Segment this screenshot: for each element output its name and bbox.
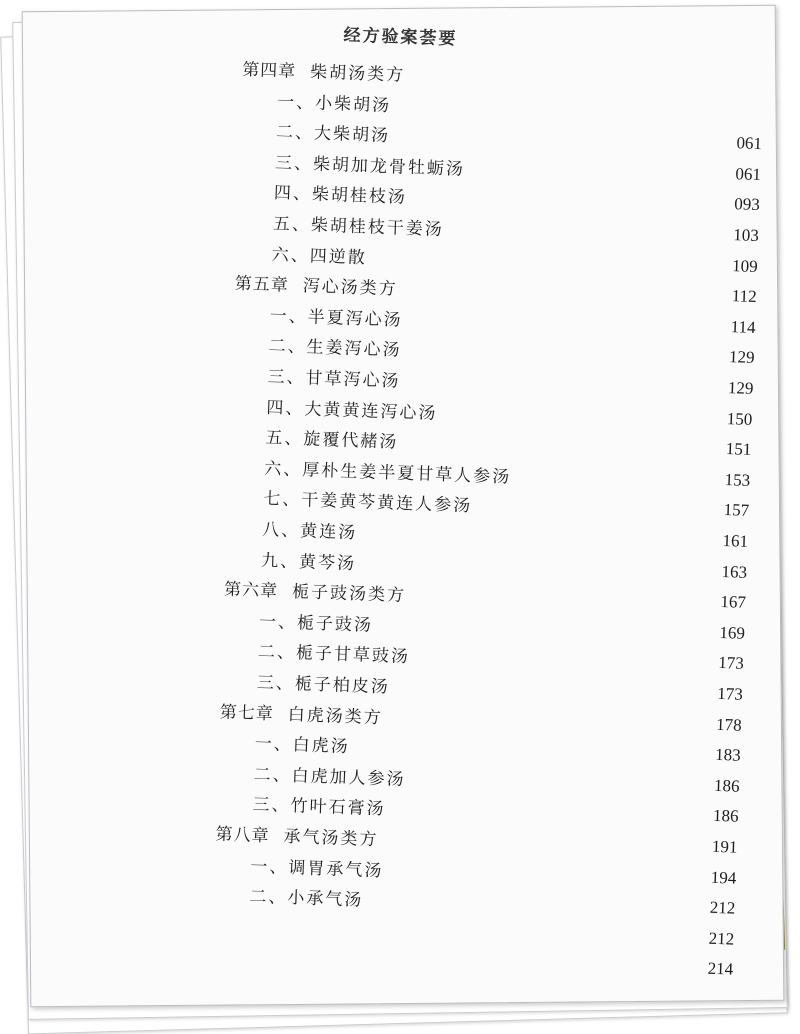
toc-page-number: 129	[727, 378, 754, 398]
toc-section-title: 三、竹叶石膏汤	[252, 795, 386, 820]
toc-page-number: 183	[714, 745, 741, 765]
toc-page-number: 103	[732, 225, 760, 246]
toc-page-number: 169	[719, 622, 746, 643]
toc-chapter-title	[219, 697, 383, 728]
toc-section-title: 一、调胃承气汤	[250, 856, 384, 881]
toc-section-title: 一、小柴胡汤	[276, 91, 392, 116]
toc-page-number: 178	[715, 714, 743, 735]
toc-content	[22, 5, 785, 1008]
toc-section-title: 一、白虎汤	[254, 733, 351, 758]
chapter-name: 承气汤类方	[283, 826, 379, 851]
toc-section-title: 二、白虎加人参汤	[253, 764, 406, 790]
toc-page-number: 061	[735, 164, 762, 184]
toc-section-title: 一、半夏泻心汤	[269, 305, 403, 331]
toc-page-number: 186	[713, 775, 740, 796]
toc-page-number: 212	[708, 928, 735, 949]
toc-page-number: 212	[709, 897, 736, 918]
toc-section-title: 九、黄芩汤	[260, 550, 357, 574]
chapter-number: 第四章	[241, 59, 297, 82]
toc-page-number: 186	[712, 806, 739, 827]
toc-page	[22, 5, 785, 1008]
toc-page-number: 173	[716, 683, 744, 704]
toc-section-title: 八、黄连汤	[261, 519, 358, 544]
toc-section-title: 二、栀子甘草豉汤	[257, 642, 411, 668]
toc-page-number: 191	[711, 836, 738, 857]
toc-chapter-title	[224, 575, 407, 606]
toc-page-number: 061	[736, 133, 763, 154]
chapter-number: 第六章	[223, 579, 279, 602]
toc-page-number: 112	[731, 286, 757, 307]
chapter-name: 栀子豉汤类方	[291, 582, 407, 607]
toc-section-title: 二、大柴胡汤	[275, 122, 391, 147]
toc-page-number: 163	[721, 561, 748, 582]
toc-page-number: 093	[734, 194, 761, 215]
toc-page-number: 167	[720, 592, 747, 613]
toc-page-number: 157	[723, 500, 750, 521]
toc-section-title: 六、四逆散	[271, 244, 368, 268]
toc-section-title: 五、旋覆代赭汤	[265, 428, 399, 453]
toc-section-title: 七、干姜黄芩黄连人参汤	[262, 489, 473, 517]
toc-section-title: 四、大黄黄连泻心汤	[266, 397, 438, 424]
chapter-number: 第五章	[234, 274, 290, 296]
toc-section-title: 三、栀子柏皮汤	[256, 672, 391, 698]
toc-page-number: 173	[718, 653, 745, 674]
toc-page-number: 114	[730, 316, 756, 337]
toc-section-title: 二、生姜泻心汤	[268, 336, 402, 362]
toc-section-title: 五、柴胡桂枝干姜汤	[272, 214, 445, 241]
toc-section-title: 六、厚朴生姜半夏甘草人参汤	[263, 458, 512, 488]
toc-page-number: 129	[728, 347, 755, 368]
chapter-name: 白虎汤类方	[287, 704, 384, 728]
chapter-name: 泻心汤类方	[302, 276, 399, 300]
toc-page-number: 150	[726, 408, 753, 429]
chapter-number: 第八章	[215, 824, 270, 847]
running-header: 经方验案荟要	[343, 25, 458, 50]
toc-page-number: 161	[722, 531, 749, 551]
toc-page-number: 151	[725, 439, 752, 460]
chapter-number: 第七章	[219, 702, 275, 725]
toc-section-title: 三、柴胡加龙骨牡蛎汤	[274, 152, 466, 180]
chapter-name: 柴胡汤类方	[309, 62, 406, 86]
toc-chapter-title	[242, 55, 406, 86]
toc-page-number: 214	[707, 959, 734, 980]
toc-section-title: 四、柴胡桂枝汤	[273, 183, 408, 209]
toc-section-title: 一、栀子豉汤	[258, 611, 374, 636]
toc-chapter-title	[234, 269, 398, 300]
toc-section-title: 三、甘草泻心汤	[267, 367, 401, 392]
toc-section-title: 二、小承气汤	[249, 886, 364, 911]
toc-page-number: 194	[710, 867, 737, 888]
toc-chapter-title	[215, 819, 379, 850]
toc-page-number: 153	[724, 469, 751, 490]
toc-page-number: 109	[731, 255, 759, 276]
